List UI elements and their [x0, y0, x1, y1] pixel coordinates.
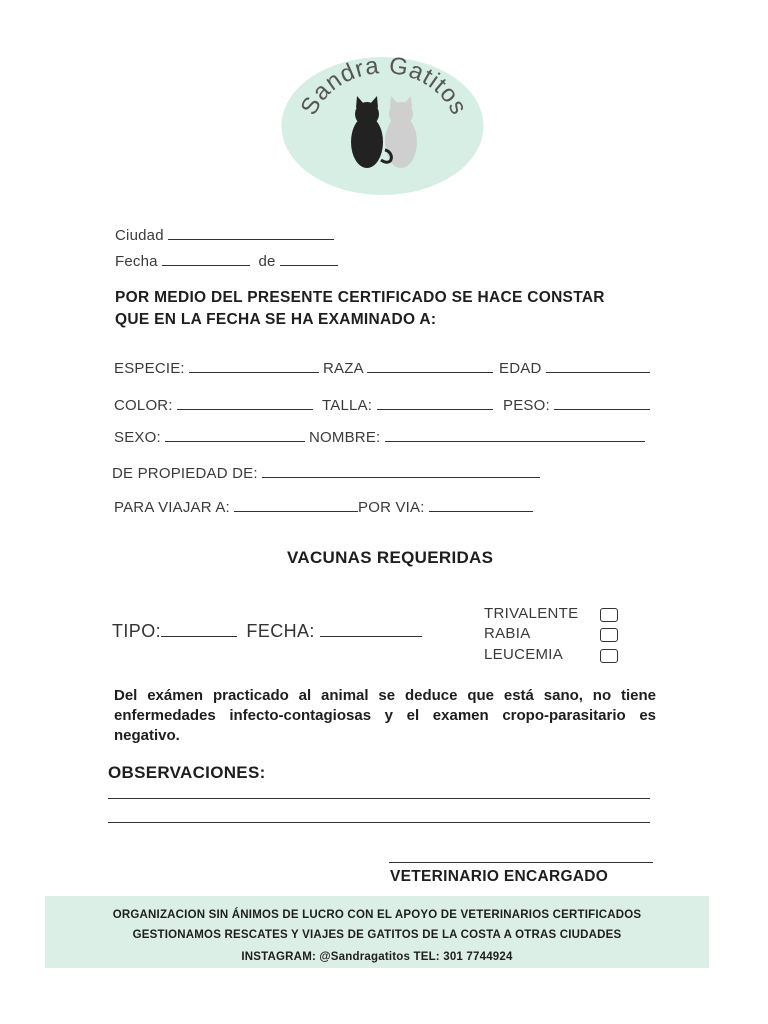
footer-line-1: ORGANIZACION SIN ÁNIMOS DE LUCRO CON EL APOYO DE VETERINARIOS CERTIFICADOS	[112, 909, 642, 921]
checkbox-trivalente[interactable]	[600, 608, 618, 622]
veterinario-label: VETERINARIO ENCARGADO	[390, 868, 609, 885]
raza-field[interactable]	[323, 360, 493, 377]
especie-label: ESPECIE:	[114, 360, 185, 377]
vacuna-fecha-label: FECHA:	[246, 621, 315, 641]
especie-input-line[interactable]	[189, 372, 319, 373]
peso-label: PESO:	[503, 397, 550, 414]
ciudad-input-line[interactable]	[168, 239, 334, 240]
fecha-label: Fecha	[115, 253, 158, 270]
propiedad-input-line[interactable]	[262, 477, 540, 478]
sexo-input-line[interactable]	[165, 441, 305, 442]
especie-field[interactable]	[114, 360, 319, 377]
fecha-day-line[interactable]	[162, 265, 250, 266]
via-label: POR VIA:	[358, 499, 425, 516]
vacunas-title: VACUNAS REQUERIDAS	[287, 548, 494, 567]
fecha-field[interactable]	[115, 253, 338, 270]
talla-field[interactable]	[322, 397, 493, 414]
vacuna-option-trivalente: TRIVALENTE	[484, 605, 579, 622]
observaciones-line-2[interactable]	[108, 822, 650, 823]
footer-banner	[45, 896, 709, 968]
nombre-input-line[interactable]	[385, 441, 645, 442]
certificado-line-2: QUE EN LA FECHA SE HA EXAMINADO A:	[115, 311, 437, 328]
checkbox-rabia[interactable]	[600, 628, 618, 642]
talla-input-line[interactable]	[377, 409, 493, 410]
observaciones-title: OBSERVACIONES:	[108, 763, 266, 782]
vacuna-fecha-input-line[interactable]	[320, 636, 422, 637]
raza-input-line[interactable]	[367, 372, 493, 373]
fecha-de-label: de	[258, 253, 276, 270]
nombre-label: NOMBRE:	[309, 429, 381, 446]
footer-line-3: INSTAGRAM: @Sandragatitos TEL: 301 7744924	[241, 951, 513, 963]
vacuna-option-leucemia: LEUCEMIA	[484, 646, 564, 663]
tipo-fecha-row[interactable]	[112, 621, 422, 642]
viajar-label: PARA VIAJAR A:	[114, 499, 230, 516]
firma-line[interactable]	[389, 862, 653, 863]
svg-text:Sandra Gatitos: Sandra Gatitos	[295, 56, 473, 120]
viajar-input-line[interactable]	[234, 511, 358, 512]
sexo-field[interactable]	[114, 429, 305, 446]
certificado-line-1: POR MEDIO DEL PRESENTE CERTIFICADO SE HACE CONSTAR	[115, 289, 605, 306]
raza-label: RAZA	[323, 360, 363, 377]
fecha-month-line[interactable]	[280, 265, 338, 266]
certificado-heading	[115, 287, 605, 331]
ciudad-label: Ciudad	[115, 227, 164, 244]
checkbox-leucemia[interactable]	[600, 649, 618, 663]
edad-label: EDAD	[499, 360, 542, 377]
edad-input-line[interactable]	[546, 372, 650, 373]
conclusion-paragraph: Del exámen practicado al animal se deduce que está sano, no tiene enfermedades infecto-contagiosas y el examen cropo-parasitario es negativo.	[114, 687, 656, 744]
sandra-gatitos-logo	[281, 56, 484, 196]
observaciones-line-1[interactable]	[108, 798, 650, 799]
peso-input-line[interactable]	[554, 409, 650, 410]
via-field[interactable]	[358, 499, 533, 516]
color-field[interactable]	[114, 397, 313, 414]
propiedad-label: DE PROPIEDAD DE:	[112, 465, 258, 482]
color-label: COLOR:	[114, 397, 173, 414]
ciudad-field[interactable]	[115, 227, 334, 244]
tipo-input-line[interactable]	[161, 636, 237, 637]
footer-line-2: GESTIONAMOS RESCATES Y VIAJES DE GATITOS DE LA COSTA A OTRAS CIUDADES	[132, 929, 622, 941]
sexo-label: SEXO:	[114, 429, 161, 446]
tipo-label: TIPO:	[112, 621, 162, 641]
peso-field[interactable]	[503, 397, 650, 414]
color-input-line[interactable]	[177, 409, 313, 410]
edad-field[interactable]	[499, 360, 650, 377]
via-input-line[interactable]	[429, 511, 533, 512]
vacuna-option-rabia: RABIA	[484, 625, 531, 642]
propiedad-field[interactable]	[112, 465, 540, 482]
talla-label: TALLA:	[322, 397, 373, 414]
viajar-field[interactable]	[114, 499, 358, 516]
nombre-field[interactable]	[309, 429, 645, 446]
